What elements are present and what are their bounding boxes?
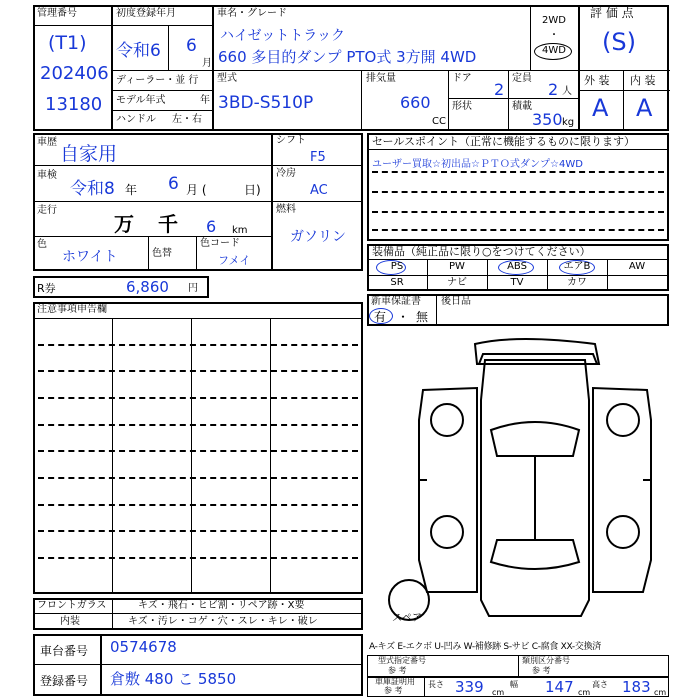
name-label: 車名・グレード: [217, 8, 287, 19]
color-code: フメイ: [218, 254, 251, 267]
wheel-rear-left: [431, 516, 463, 548]
wheel-front-right: [607, 404, 639, 436]
model-year-unit: 年: [200, 95, 210, 106]
shitei-sub: 参 考: [388, 666, 407, 675]
front-glass-text: キズ・飛石・ヒビ割・リペア跡・X要: [138, 600, 305, 611]
haiki-value: 660: [400, 93, 431, 112]
soubi-label: 装備品（純正品に限り○をつけてください）: [372, 245, 591, 258]
keijo-label: 形状: [452, 101, 472, 112]
soubi-leather: カワ: [567, 277, 587, 288]
rken-frame: [33, 276, 209, 298]
rear-window: [491, 540, 579, 569]
shadai-label: 車台番号: [40, 644, 89, 658]
left-side: [419, 388, 477, 592]
teiin-label: 定員: [512, 73, 532, 84]
soubi-aw: AW: [628, 261, 646, 272]
teiin-value: 2: [548, 80, 559, 99]
color-change-label: 色替: [152, 248, 172, 259]
haiki-unit: CC: [432, 116, 446, 127]
soubi-sr: SR: [390, 277, 404, 288]
kanri-lot: (T1): [48, 32, 87, 54]
naisou-grade: A: [636, 94, 653, 122]
haba-value: 147: [545, 678, 574, 696]
shaken-month: 6: [168, 174, 179, 194]
nenryo-label: 燃料: [276, 204, 296, 215]
naga-value: 339: [455, 678, 484, 696]
shift-label: シフト: [276, 135, 306, 146]
dealer-label: ディーラー・並 行: [116, 75, 199, 86]
door-label: ドア: [452, 73, 472, 84]
touroku-label: 登録番号: [40, 674, 89, 688]
shodo-label: 初度登録年月: [116, 8, 176, 19]
shaken-era: 令和8: [70, 179, 115, 199]
hosho-no: 無: [416, 310, 429, 324]
hyoka-label: 評 価 点: [590, 6, 634, 20]
sekisai-value: 350: [532, 110, 563, 129]
soubi-ps: PS: [390, 261, 404, 272]
atohin-label: 後日品: [441, 296, 471, 307]
katashiki-value: 3BD-S510P: [218, 93, 314, 113]
shareki-label: 車歴: [37, 137, 57, 148]
kanri-date: 202406: [40, 63, 109, 84]
ruibetsu-label: 類別区分番号: [522, 656, 570, 665]
reibo-value: AC: [310, 183, 328, 198]
front-glass-label: フロントガラス: [37, 600, 107, 611]
color-code-label: 色コード: [200, 238, 240, 249]
rken-label: R券: [37, 282, 56, 295]
shaken-day-unit: 日): [244, 183, 261, 197]
legend-text: A-キズ E-エクボ U-凹み W-補修跡 S-サビ C-腐食 XX-交換済: [369, 642, 601, 652]
gaisou-grade: A: [592, 94, 609, 122]
rken-value: 6,860: [126, 278, 169, 296]
shomei-label: 車庫証明用: [375, 677, 415, 686]
naga-unit: cm: [492, 688, 505, 697]
car-name: ハイゼットトラック: [220, 28, 346, 44]
reibo-label: 冷房: [276, 168, 296, 179]
soubi-navi: ナビ: [447, 277, 467, 288]
haiki-label: 排気量: [366, 73, 396, 84]
model-year-label: モデル年式: [116, 95, 166, 106]
naisou-row-text: キズ・汚レ・コゲ・穴・スレ・キレ・破レ: [128, 616, 318, 627]
car-grade: 660 多目的ダンプ PTO式 3方開 4WD: [218, 48, 477, 66]
shareki-value: 自家用: [60, 143, 118, 165]
spare-label: スペア: [392, 613, 422, 624]
katashiki-label: 型式: [217, 73, 237, 84]
chui-label: 注意事項申告欄: [37, 304, 107, 315]
soubi-airbag: エアB: [563, 261, 591, 272]
shitei-label: 型式指定番号: [378, 656, 426, 665]
shadai-value: 0574678: [110, 638, 177, 656]
gaisou-label: 外 装: [584, 74, 610, 87]
nenryo-value: ガソリン: [290, 229, 346, 245]
hosho-dot: ・: [397, 310, 410, 324]
kanri-number: 13180: [45, 94, 103, 115]
haba-unit: cm: [578, 688, 591, 697]
shaken-label: 車検: [37, 170, 57, 181]
sales-text: ユーザー買取☆初出品☆ＰＴＯ式ダンプ☆4WD: [372, 159, 583, 170]
car-diagram: [367, 330, 669, 630]
sales-label: セールスポイント（正常に機能するものに限ります）: [372, 135, 636, 148]
ruibetsu-sub: 参 考: [532, 666, 551, 675]
shodo-month-unit: 月: [202, 58, 212, 69]
soko-label: 走行: [37, 205, 57, 216]
shift-value: F5: [310, 150, 326, 165]
touroku-value: 倉敷 480 こ 5850: [110, 670, 237, 688]
sekisai-unit: kg: [562, 117, 575, 128]
naga-label: 長さ: [428, 680, 444, 689]
shaken-month-unit: 月 (: [186, 183, 207, 197]
taka-value: 183: [622, 678, 651, 696]
soubi-abs: ABS: [507, 261, 527, 272]
soko-sen: 千: [158, 212, 178, 236]
hosho-label: 新車保証書: [371, 296, 421, 307]
wheel-rear-right: [607, 516, 639, 548]
handle-label: ハンドル: [116, 114, 156, 125]
kanri-label: 管理番号: [37, 8, 77, 19]
shomei-sub: 参 考: [384, 686, 403, 695]
shaken-year-unit: 年: [125, 183, 138, 197]
drive-4wd: 4WD: [542, 45, 566, 56]
soko-value: 6: [206, 217, 217, 236]
teiin-unit: 人: [562, 86, 572, 97]
soko-man: 万: [114, 212, 134, 236]
taka-label: 高さ: [592, 680, 608, 689]
sekisai-label: 積載: [512, 101, 532, 112]
naisou-row-label: 内装: [60, 616, 80, 627]
soubi-tv: TV: [510, 277, 524, 288]
color-label: 色: [37, 239, 47, 250]
shodo-month: 6: [186, 36, 197, 56]
color-value: ホワイト: [62, 249, 118, 265]
hyoka-score: (S): [602, 28, 636, 56]
drive-2wd: 2WD: [542, 15, 566, 26]
soko-unit: km: [232, 225, 248, 236]
shodo-era: 令和6: [116, 41, 161, 61]
handle-options: 左・右: [172, 114, 202, 125]
taka-unit: cm: [654, 688, 667, 697]
rken-unit: 円: [188, 283, 198, 294]
door-value: 2: [494, 80, 505, 99]
hosho-yes: 有: [374, 310, 387, 324]
right-side: [593, 388, 651, 592]
soubi-pw: PW: [449, 261, 465, 272]
naisou-label: 内 装: [630, 74, 656, 87]
drive-dot: ・: [549, 30, 559, 41]
windshield: [491, 422, 579, 456]
haba-label: 幅: [510, 680, 518, 689]
wheel-front-left: [431, 404, 463, 436]
